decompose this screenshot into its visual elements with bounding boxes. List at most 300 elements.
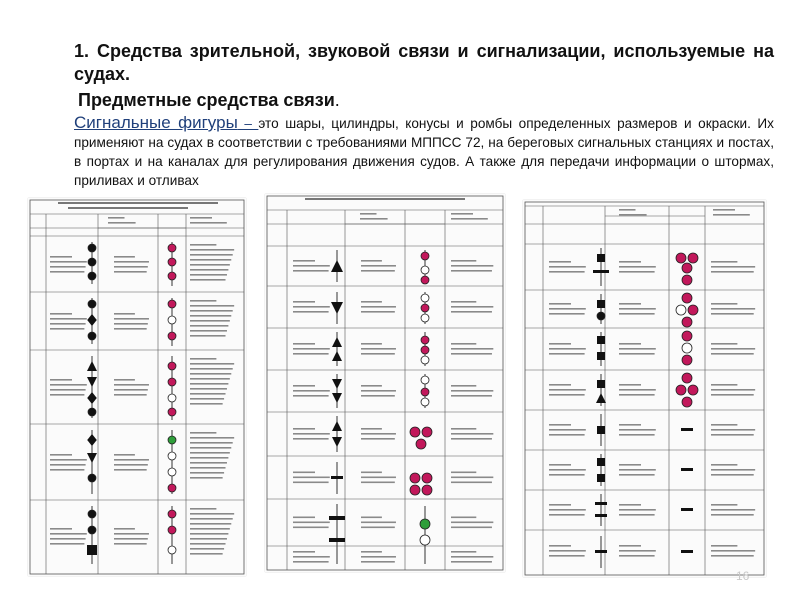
signal-ball: [168, 316, 176, 324]
signal-ball: [88, 474, 96, 482]
scan-text-line: [114, 533, 149, 535]
signal-ball: [168, 510, 176, 518]
scan-text-line: [190, 330, 227, 332]
scan-text-line: [711, 353, 754, 355]
table-border: [525, 202, 764, 575]
scan-text-line: [451, 260, 476, 262]
scan-text-line: [50, 266, 86, 268]
scan-text-line: [293, 311, 329, 313]
signal-ball: [88, 332, 96, 340]
scan-text-line: [190, 442, 233, 444]
cylinder-figure: [597, 254, 605, 262]
scan-text-line: [619, 303, 641, 305]
signal-ball: [688, 305, 698, 315]
signal-ball: [88, 300, 96, 308]
cone-up-figure: [331, 260, 343, 272]
signal-ball: [168, 468, 176, 476]
cylinder-figure: [597, 352, 605, 360]
scan-text-line: [50, 528, 72, 530]
scan-text-line: [293, 438, 329, 440]
scan-text-line: [451, 527, 492, 529]
scan-text-line: [190, 437, 234, 439]
scan-text-line: [293, 527, 329, 529]
cylinder-figure: [87, 545, 97, 555]
signal-ball: [682, 317, 692, 327]
signal-ball: [682, 293, 692, 303]
cylinder-figure: [597, 380, 605, 388]
signal-ball: [688, 385, 698, 395]
signal-ball: [88, 258, 96, 266]
cross-figure: [331, 476, 343, 479]
scan-text-line: [619, 424, 641, 426]
signal-ball: [421, 346, 429, 354]
scan-text-line: [711, 389, 755, 391]
scan-text-line: [190, 279, 226, 281]
signal-ball: [676, 305, 686, 315]
scan-text-line: [361, 265, 396, 267]
signal-ball: [421, 294, 429, 302]
scan-text-line: [711, 348, 755, 350]
scan-text-line: [293, 301, 315, 303]
diamond-figure: [87, 434, 97, 446]
scan-text-line: [50, 384, 87, 386]
scan-text-line: [293, 551, 315, 553]
scan-text-line: [549, 384, 571, 386]
cross-figure: [593, 270, 609, 273]
signal-table-1-graphic: [28, 198, 246, 576]
signal-ball: [410, 427, 420, 437]
signal-ball: [421, 376, 429, 384]
scan-text-line: [190, 254, 233, 256]
scan-text-line: [451, 311, 492, 313]
signal-ball: [410, 473, 420, 483]
scan-text-line: [711, 271, 754, 273]
scan-text-line: [361, 395, 395, 397]
scan-text-line: [711, 514, 754, 516]
table-caption-line: [58, 202, 218, 204]
scan-text-line: [711, 550, 755, 552]
scan-text-line: [190, 363, 234, 365]
scan-text-line: [114, 318, 149, 320]
scan-text-line: [619, 266, 656, 268]
signal-ball: [88, 272, 96, 280]
signal-ball: [421, 336, 429, 344]
cone-down-figure: [332, 393, 342, 403]
scan-text-line: [190, 513, 234, 515]
scan-text-line: [190, 528, 230, 530]
scan-text-line: [114, 543, 147, 545]
signal-ball: [421, 398, 429, 406]
scan-text-line: [190, 523, 231, 525]
scan-text-line: [361, 343, 382, 345]
scan-text-line: [361, 311, 395, 313]
signal-ball: [168, 546, 176, 554]
scan-text-line: [549, 434, 585, 436]
scan-text-line: [360, 213, 377, 215]
signal-table-image-1: [28, 198, 246, 576]
scan-text-line: [50, 313, 72, 315]
signal-ball: [421, 388, 429, 396]
scan-text-line: [451, 390, 493, 392]
scan-text-line: [114, 389, 148, 391]
slide-subheading: [78, 90, 340, 111]
signal-ball: [420, 519, 430, 529]
scan-text-line: [619, 434, 655, 436]
scan-text-line: [361, 527, 395, 529]
diamond-figure: [87, 392, 97, 404]
scan-text-line: [619, 209, 636, 211]
scan-text-line: [114, 313, 135, 315]
scan-text-line: [108, 217, 125, 219]
scan-text-line: [50, 379, 72, 381]
scan-text-line: [619, 353, 655, 355]
scan-text-line: [451, 306, 493, 308]
scan-text-line: [108, 222, 136, 224]
scan-text-line: [190, 373, 231, 375]
scan-text-line: [293, 270, 329, 272]
scan-text-line: [451, 348, 493, 350]
signal-ball: [422, 485, 432, 495]
scan-text-line: [293, 385, 315, 387]
scan-text-line: [713, 214, 750, 216]
scan-text-line: [549, 555, 585, 557]
scan-text-line: [190, 533, 228, 535]
scan-text-line: [293, 477, 330, 479]
scan-text-line: [190, 358, 216, 360]
scan-text-line: [50, 469, 84, 471]
scan-text-line: [361, 522, 396, 524]
scan-text-line: [549, 469, 586, 471]
cone-down-figure: [332, 379, 342, 389]
scan-text-line: [549, 313, 585, 315]
signal-ball: [676, 253, 686, 263]
scan-text-line: [190, 305, 234, 307]
scan-text-line: [361, 306, 396, 308]
signal-ball: [88, 526, 96, 534]
signal-ball: [422, 427, 432, 437]
scan-text-line: [114, 261, 149, 263]
scan-text-line: [293, 395, 329, 397]
signal-ball: [421, 266, 429, 274]
scan-text-line: [711, 424, 737, 426]
cone-down-figure: [331, 302, 343, 314]
scan-text-line: [190, 538, 227, 540]
cross-figure: [681, 508, 693, 511]
scan-text-line: [293, 260, 315, 262]
signal-ball: [168, 258, 176, 266]
scan-text-line: [619, 555, 655, 557]
scan-text-line: [50, 318, 87, 320]
signal-ball: [676, 385, 686, 395]
signal-table-2-graphic: [265, 194, 505, 572]
cone-down-figure: [87, 453, 97, 463]
scan-text-line: [190, 335, 226, 337]
diamond-figure: [87, 314, 97, 326]
scan-text-line: [293, 472, 315, 474]
scan-text-line: [451, 428, 476, 430]
scan-text-line: [549, 353, 585, 355]
scan-text-line: [711, 266, 755, 268]
cross-figure: [681, 468, 693, 471]
cylinder-figure: [597, 458, 605, 466]
scan-text-line: [190, 388, 227, 390]
scan-text-line: [190, 368, 233, 370]
scan-text-line: [549, 509, 586, 511]
cylinder-figure: [597, 426, 605, 434]
scan-text-line: [293, 561, 329, 563]
scan-text-line: [190, 457, 228, 459]
scan-text-line: [114, 538, 148, 540]
cone-up-figure: [87, 361, 97, 371]
scan-text-line: [190, 244, 216, 246]
scan-text-line: [619, 550, 656, 552]
scan-text-line: [50, 256, 72, 258]
scan-text-line: [190, 383, 228, 385]
scan-text-line: [549, 394, 585, 396]
scan-text-line: [619, 389, 656, 391]
scan-text-line: [711, 509, 755, 511]
scan-text-line: [293, 265, 330, 267]
scan-text-line: [114, 394, 147, 396]
scan-text-line: [451, 385, 476, 387]
scan-text-line: [114, 384, 149, 386]
scan-text-line: [619, 469, 656, 471]
scan-text-line: [360, 218, 388, 220]
scan-text-line: [619, 308, 656, 310]
cone-down-figure: [87, 377, 97, 387]
signal-ball: [597, 312, 605, 320]
scan-text-line: [361, 385, 382, 387]
signal-ball: [421, 276, 429, 284]
signal-ball: [168, 452, 176, 460]
signal-ball: [168, 244, 176, 252]
scan-text-line: [711, 434, 754, 436]
scan-text-line: [293, 482, 329, 484]
scan-text-line: [451, 270, 492, 272]
scan-text-line: [619, 474, 655, 476]
cross-figure: [681, 550, 693, 553]
scan-text-line: [293, 343, 315, 345]
scan-text-line: [711, 545, 737, 547]
signal-ball: [168, 300, 176, 308]
table-border: [267, 196, 503, 570]
scan-text-line: [361, 428, 382, 430]
term-signal-figures: Сигнальные фигуры: [74, 113, 238, 132]
scan-text-line: [361, 390, 396, 392]
scan-text-line: [711, 313, 754, 315]
scan-text-line: [50, 389, 86, 391]
signal-ball: [421, 252, 429, 260]
scan-text-line: [451, 551, 476, 553]
scan-text-line: [114, 454, 135, 456]
cone-up-figure: [332, 337, 342, 347]
cone-up-figure: [332, 421, 342, 431]
scan-text-line: [451, 438, 492, 440]
cross-figure: [595, 502, 607, 505]
scan-text-line: [50, 454, 72, 456]
scan-text-line: [50, 328, 84, 330]
cone-up-figure: [596, 393, 606, 403]
signal-ball: [688, 253, 698, 263]
table-caption-line: [68, 207, 188, 209]
scan-text-line: [190, 477, 223, 479]
scan-text-line: [549, 550, 586, 552]
scan-text-line: [190, 320, 230, 322]
scan-text-line: [619, 464, 641, 466]
scan-text-line: [50, 533, 87, 535]
subheading-text: Предметные средства связи: [78, 90, 335, 110]
scan-text-line: [114, 469, 147, 471]
cylinder-figure: [597, 474, 605, 482]
scan-text-line: [361, 482, 395, 484]
scan-text-line: [549, 429, 586, 431]
scan-text-line: [114, 271, 147, 273]
signal-ball: [168, 484, 176, 492]
scan-text-line: [190, 553, 223, 555]
scan-text-line: [114, 256, 135, 258]
scan-text-line: [190, 548, 224, 550]
scan-text-line: [361, 348, 396, 350]
scan-text-line: [619, 514, 655, 516]
cross-figure: [595, 550, 607, 553]
scan-text-line: [549, 266, 586, 268]
scan-text-line: [451, 482, 492, 484]
scan-text-line: [50, 459, 87, 461]
signal-ball: [421, 356, 429, 364]
scan-text-line: [619, 429, 656, 431]
scan-text-line: [50, 543, 84, 545]
scan-text-line: [549, 545, 571, 547]
term-dash: –: [237, 116, 259, 131]
scan-text-line: [711, 343, 737, 345]
scan-text-line: [361, 301, 382, 303]
scan-text-line: [549, 504, 571, 506]
signal-ball: [682, 397, 692, 407]
scan-text-line: [711, 308, 755, 310]
scan-text-line: [50, 538, 86, 540]
signal-table-image-3: [523, 200, 766, 577]
scan-text-line: [619, 509, 656, 511]
scan-text-line: [549, 474, 585, 476]
scan-text-line: [619, 545, 641, 547]
signal-ball: [682, 263, 692, 273]
scan-text-line: [50, 261, 87, 263]
scan-text-line: [190, 447, 231, 449]
scan-text-line: [619, 261, 641, 263]
scan-text-line: [711, 474, 754, 476]
scan-text-line: [361, 472, 382, 474]
scan-text-line: [713, 209, 735, 211]
scan-text-line: [361, 556, 396, 558]
scan-text-line: [114, 528, 135, 530]
slide-body-text: [74, 113, 774, 190]
scan-text-line: [190, 217, 212, 219]
scan-text-line: [451, 472, 476, 474]
scan-text-line: [549, 514, 585, 516]
scan-text-line: [293, 556, 330, 558]
scan-text-line: [451, 301, 476, 303]
scan-text-line: [190, 315, 231, 317]
scan-text-line: [190, 543, 226, 545]
scan-text-line: [293, 306, 330, 308]
scan-text-line: [50, 464, 86, 466]
table-caption-line: [305, 198, 465, 200]
scan-text-line: [114, 459, 149, 461]
signal-ball: [168, 526, 176, 534]
scan-text-line: [451, 343, 476, 345]
cross-figure: [595, 514, 607, 517]
scan-text-line: [619, 384, 641, 386]
scan-text-line: [549, 389, 586, 391]
signal-ball: [421, 304, 429, 312]
scan-text-line: [619, 271, 655, 273]
cylinder-figure: [597, 336, 605, 344]
scan-text-line: [50, 394, 84, 396]
scan-text-line: [190, 249, 234, 251]
scan-text-line: [361, 551, 382, 553]
scan-text-line: [549, 348, 586, 350]
scan-text-line: [361, 561, 395, 563]
signal-ball: [422, 473, 432, 483]
scan-text-line: [361, 353, 395, 355]
signal-ball: [410, 485, 420, 495]
scan-text-line: [190, 467, 226, 469]
scan-text-line: [549, 343, 571, 345]
signal-ball: [168, 436, 176, 444]
scan-text-line: [451, 477, 493, 479]
scan-text-line: [190, 518, 233, 520]
scan-text-line: [549, 424, 571, 426]
subheading-dot: .: [334, 90, 340, 110]
scan-text-line: [293, 433, 330, 435]
signal-ball: [168, 378, 176, 386]
scan-text-line: [190, 393, 226, 395]
scan-text-line: [293, 517, 315, 519]
scan-text-line: [451, 517, 476, 519]
signal-ball: [168, 332, 176, 340]
signal-ball: [168, 394, 176, 402]
scan-text-line: [711, 555, 754, 557]
scan-text-line: [293, 522, 330, 524]
scan-text-line: [619, 343, 641, 345]
scan-text-line: [190, 432, 216, 434]
body-definition: это шары, цилиндры, конусы и ромбы определенных размеров и окраски. Их применяют на судах в соответствии с требованиями МППСС 72, на береговых сигнальных станциях и постах, в портах и на каналах для регулирования движения судов. А также для передачи информации о штормах, приливах и отливах: [74, 116, 774, 188]
scan-text-line: [190, 378, 230, 380]
scan-text-line: [451, 218, 488, 220]
signal-ball: [420, 535, 430, 545]
scan-text-line: [451, 213, 473, 215]
scan-text-line: [114, 323, 148, 325]
scan-text-line: [711, 429, 755, 431]
scan-text-line: [619, 214, 647, 216]
cross-figure: [681, 428, 693, 431]
scan-text-line: [451, 433, 493, 435]
scan-text-line: [114, 266, 148, 268]
cylinder-figure: [597, 300, 605, 308]
scan-text-line: [711, 394, 754, 396]
cross-figure: [329, 516, 345, 520]
scan-text-line: [190, 398, 224, 400]
signal-ball: [168, 272, 176, 280]
signal-ball: [682, 275, 692, 285]
scan-text-line: [361, 270, 395, 272]
scan-text-line: [451, 522, 493, 524]
scan-text-line: [293, 428, 315, 430]
scan-text-line: [711, 384, 737, 386]
scan-text-line: [190, 462, 227, 464]
scan-text-line: [190, 452, 230, 454]
scan-text-line: [114, 464, 148, 466]
